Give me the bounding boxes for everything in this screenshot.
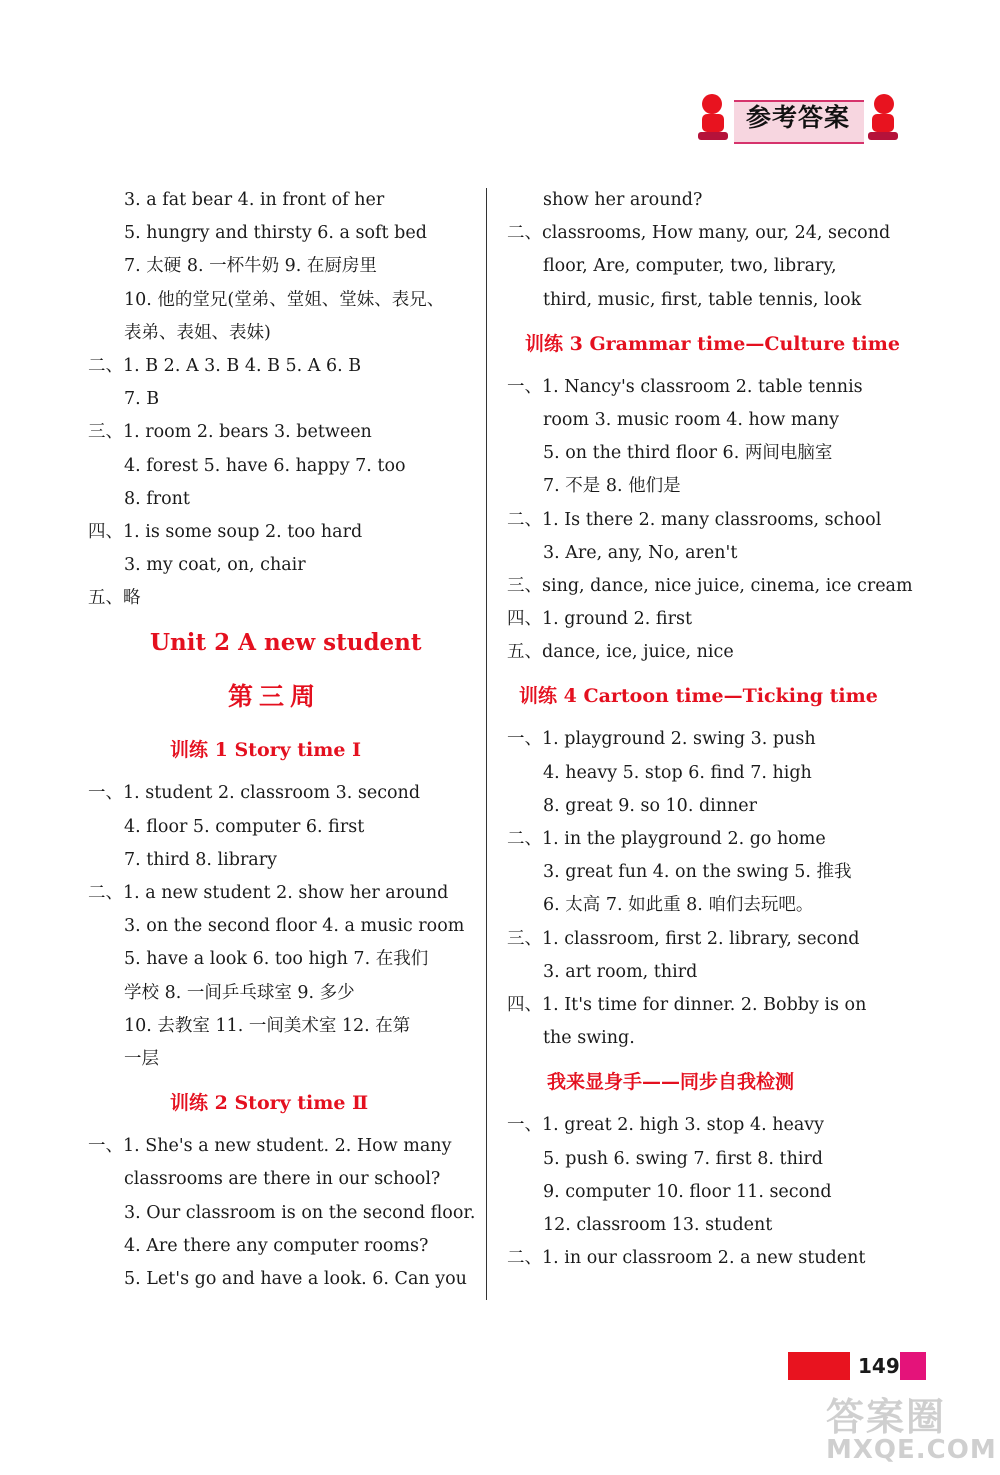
answer-line: 4. heavy 5. stop 6. find 7. high (543, 762, 812, 783)
answer-line: 7. 太硬 8. 一杯牛奶 9. 在厨房里 (124, 256, 377, 277)
watermark-line1: 答案圈 (826, 1395, 947, 1439)
answer-line: 表弟、表姐、表妹) (124, 322, 271, 343)
answer-line: 二、1. a new student 2. show her around (88, 883, 449, 903)
unit-title: Unit 2 A new student (150, 629, 422, 657)
answer-line: 一、1. student 2. classroom 3. second (88, 783, 421, 804)
footer-red-bar (788, 1352, 850, 1380)
footer-pink-bar (900, 1352, 926, 1380)
section-title: 训练 1 Story time Ⅰ (170, 739, 361, 762)
answer-line: 3. a fat bear 4. in front of her (124, 190, 385, 210)
section-title: 训练 3 Grammar time—Culture time (525, 332, 900, 355)
answer-line: 二、1. B 2. A 3. B 4. B 5. A 6. B (88, 355, 362, 376)
answer-line: 二、1. Is there 2. many classrooms, school (507, 509, 882, 530)
answer-line: 3. art room, third (543, 961, 698, 982)
answer-line: 12. classroom 13. student (543, 1214, 773, 1235)
answer-line: 6. 太高 7. 如此重 8. 咱们去玩吧。 (543, 895, 814, 916)
column-divider (486, 188, 487, 1300)
cartoon-figure-left-icon (694, 92, 732, 144)
answer-line: 4. Are there any computer rooms? (124, 1235, 429, 1256)
answer-line: 9. computer 10. floor 11. second (543, 1181, 832, 1202)
answer-line: 5. on the third floor 6. 两间电脑室 (543, 443, 833, 464)
answer-line: 一、1. She's a new student. 2. How many (88, 1136, 452, 1157)
watermark-line2: MXQE.COM (826, 1435, 997, 1465)
section-title: 训练 2 Story time Ⅱ (170, 1092, 369, 1115)
answer-line: 8. great 9. so 10. dinner (543, 795, 758, 816)
answer-line: the swing. (543, 1028, 635, 1049)
answer-line: 10. 他的堂兄(堂弟、堂姐、堂妹、表兄、 (124, 289, 445, 310)
answer-line: 10. 去教室 11. 一间美术室 12. 在第 (124, 1015, 411, 1036)
answer-line: 7. B (124, 389, 160, 410)
week-title: 第三周 (228, 682, 322, 712)
answer-line: third, music, first, table tennis, look (543, 289, 862, 310)
answer-line: 一、1. playground 2. swing 3. push (507, 729, 816, 750)
answer-line: 8. front (124, 488, 190, 509)
answer-line: 一、1. great 2. high 3. stop 4. heavy (507, 1115, 825, 1136)
section-title: 我来显身手——同步自我检测 (547, 1071, 795, 1094)
watermark (826, 1386, 996, 1468)
answer-line: 4. floor 5. computer 6. first (124, 816, 365, 837)
answer-line: 三、1. room 2. bears 3. between (88, 422, 372, 443)
answer-line: 7. 不是 8. 他们是 (543, 476, 681, 497)
answer-line: 3. on the second floor 4. a music room (124, 916, 465, 937)
answer-line: 二、1. in our classroom 2. a new student (507, 1248, 866, 1269)
right-column (507, 184, 913, 1275)
answer-line: 3. Our classroom is on the second floor. (124, 1202, 476, 1223)
answer-line: show her around? (543, 190, 703, 210)
answer-line: 二、1. in the playground 2. go home (507, 829, 826, 849)
answer-line: 3. great fun 4. on the swing 5. 推我 (543, 862, 852, 883)
answer-line: 5. push 6. swing 7. first 8. third (543, 1148, 823, 1169)
answer-line: 一、1. Nancy's classroom 2. table tennis (507, 376, 863, 397)
answer-line: 三、1. classroom, first 2. library, second (507, 928, 860, 949)
answer-line: 四、1. It's time for dinner. 2. Bobby is on (507, 994, 867, 1015)
answer-line: room 3. music room 4. how many (543, 409, 840, 430)
page-footer (788, 1352, 928, 1382)
answer-line: 四、1. ground 2. first (507, 609, 692, 630)
answer-line: 3. my coat, on, chair (124, 555, 306, 576)
answer-key-badge (694, 86, 904, 156)
section-title: 训练 4 Cartoon time—Ticking time (519, 685, 878, 708)
answer-line: 3. Are, any, No, aren't (543, 542, 738, 563)
answer-line: 5. have a look 6. too high 7. 在我们 (124, 949, 429, 970)
answer-line: floor, Are, computer, two, library, (543, 256, 837, 277)
badge-title: 参考答案 (746, 103, 851, 132)
answer-line: 一层 (124, 1048, 159, 1069)
answer-line: 三、sing, dance, nice juice, cinema, ice cream (507, 575, 913, 596)
left-column (88, 184, 488, 1296)
answer-line: 五、dance, ice, juice, nice (507, 642, 734, 663)
answer-line: 二、classrooms, How many, our, 24, second (507, 223, 891, 244)
answer-line: 5. hungry and thirsty 6. a soft bed (124, 223, 427, 244)
answer-line: 5. Let's go and have a look. 6. Can you (124, 1268, 467, 1289)
answer-line: 学校 8. 一间乒乓球室 9. 多少 (124, 982, 355, 1003)
answer-line: 五、略 (88, 588, 141, 609)
page-number: 149 (858, 1354, 900, 1378)
answer-line: 四、1. is some soup 2. too hard (88, 521, 363, 542)
answer-line: classrooms are there in our school? (124, 1169, 441, 1190)
cartoon-figure-right-icon (864, 92, 902, 144)
answer-line: 7. third 8. library (124, 849, 277, 870)
answer-line: 4. forest 5. have 6. happy 7. too (124, 455, 406, 476)
